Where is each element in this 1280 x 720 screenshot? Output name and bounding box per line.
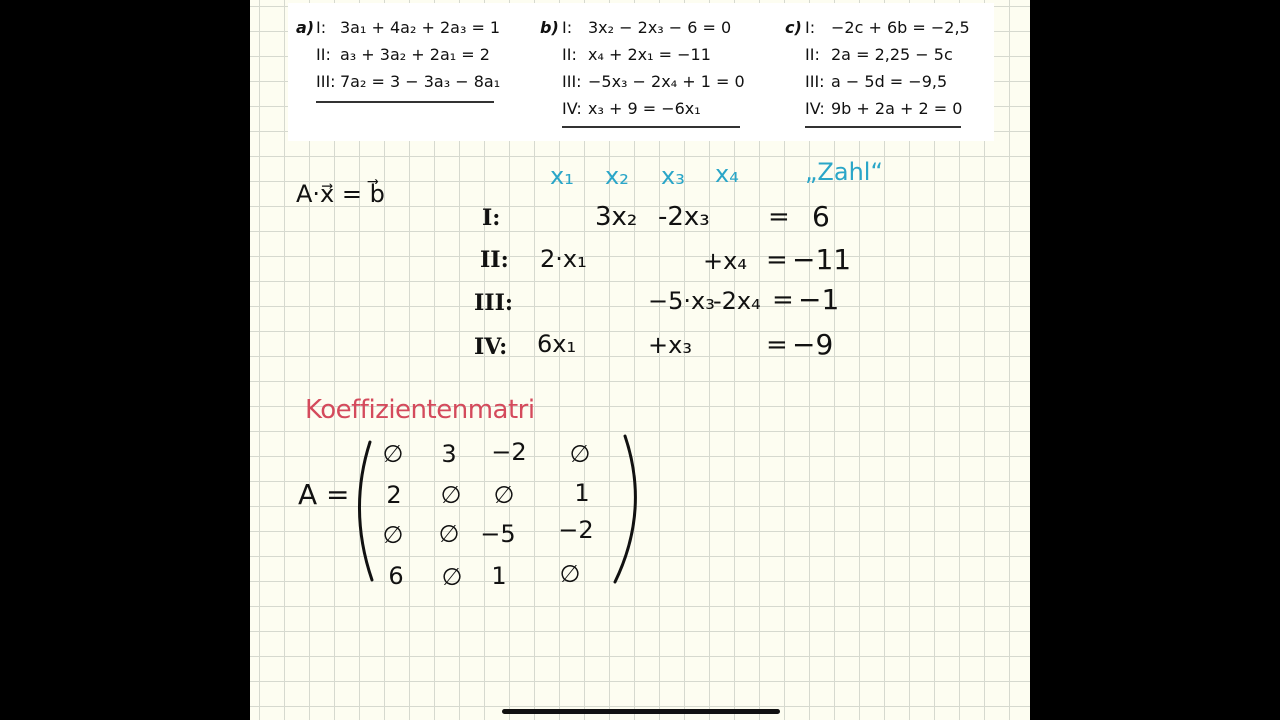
var-header-x1: x₁ bbox=[550, 162, 574, 190]
row-3-rhs: −1 bbox=[798, 283, 840, 316]
problem-b-eq-4-num: IV: bbox=[562, 99, 582, 118]
matrix-cell: 3 bbox=[441, 440, 457, 468]
row-2-roman: II: bbox=[480, 247, 509, 273]
matrix-label: A = bbox=[298, 478, 350, 511]
row-1-x3: -2x₃ bbox=[658, 202, 710, 232]
row-1-roman: I: bbox=[482, 205, 501, 231]
problem-a-label: a) bbox=[296, 18, 315, 37]
problem-a-eq-2-num: II: bbox=[316, 45, 331, 64]
matrix-cell: 6 bbox=[388, 562, 404, 590]
problem-c-eq-3: a − 5d = −9,5 bbox=[831, 72, 948, 91]
matrix-cell: ∅ bbox=[382, 440, 404, 468]
row-4-rhs: −9 bbox=[792, 328, 834, 361]
home-indicator[interactable] bbox=[502, 709, 780, 714]
problem-c-eq-4: 9b + 2a + 2 = 0 bbox=[831, 99, 963, 118]
row-4-roman: IV: bbox=[474, 334, 508, 360]
problem-b-eq-1: 3x₂ − 2x₃ − 6 = 0 bbox=[588, 18, 732, 37]
problem-b-eq-3-num: III: bbox=[562, 72, 582, 91]
problem-a-eq-1: 3a₁ + 4a₂ + 2a₃ = 1 bbox=[340, 18, 501, 37]
row-2-eq: = bbox=[766, 245, 788, 275]
row-3-x4: -2x₄ bbox=[713, 287, 761, 315]
problem-c-underline bbox=[805, 126, 961, 128]
problem-b-eq-2: x₄ + 2x₁ = −11 bbox=[588, 45, 711, 64]
problem-b bbox=[540, 18, 760, 138]
problem-b-label: b) bbox=[540, 18, 559, 37]
row-4-eq: = bbox=[766, 330, 788, 360]
var-header-x3: x₃ bbox=[661, 162, 685, 190]
row-1-eq: = bbox=[768, 202, 790, 232]
problem-a-eq-3: 7a₂ = 3 − 3a₃ − 8a₁ bbox=[340, 72, 501, 91]
problem-c-eq-3-num: III: bbox=[805, 72, 825, 91]
problem-b-underline bbox=[562, 126, 740, 128]
matrix-cell: 2 bbox=[386, 481, 402, 509]
problem-b-eq-4: x₃ + 9 = −6x₁ bbox=[588, 99, 701, 118]
row-1-rhs: 6 bbox=[812, 200, 830, 233]
problem-a-underline bbox=[316, 101, 494, 103]
problem-c-eq-2-num: II: bbox=[805, 45, 820, 64]
matrix-cell: 1 bbox=[574, 479, 590, 507]
row-3-x3: −5·x₃ bbox=[648, 287, 715, 315]
problem-b-eq-3: −5x₃ − 2x₄ + 1 = 0 bbox=[588, 72, 745, 91]
row-4-x1: 6x₁ bbox=[537, 330, 577, 358]
problem-c-eq-1-num: I: bbox=[805, 18, 816, 37]
problem-c-eq-4-num: IV: bbox=[805, 99, 825, 118]
matrix-equation: A·x⃗ = b⃗ bbox=[296, 180, 385, 208]
problem-c-eq-1: −2c + 6b = −2,5 bbox=[831, 18, 970, 37]
problem-c-label: c) bbox=[785, 18, 802, 37]
matrix-cell: −5 bbox=[480, 520, 516, 548]
row-3-roman: III: bbox=[474, 290, 513, 316]
problem-a bbox=[296, 18, 516, 138]
matrix-cell: −2 bbox=[491, 438, 527, 466]
matrix-cell: ∅ bbox=[441, 563, 463, 591]
problem-b-eq-1-num: I: bbox=[562, 18, 573, 37]
matrix-cell: ∅ bbox=[440, 481, 462, 509]
var-header-x2: x₂ bbox=[605, 162, 629, 190]
matrix-cell: ∅ bbox=[382, 521, 404, 549]
row-2-x1: 2·x₁ bbox=[540, 245, 587, 273]
problem-c bbox=[785, 18, 985, 138]
problem-a-eq-3-num: III: bbox=[316, 72, 336, 91]
row-4-x3: +x₃ bbox=[648, 331, 692, 359]
matrix-cell: 1 bbox=[491, 562, 507, 590]
matrix-cell: ∅ bbox=[438, 520, 460, 548]
zahl-header: „Zahl“ bbox=[805, 158, 883, 186]
matrix-title: Koeffizientenmatri bbox=[305, 395, 535, 425]
matrix-cell: ∅ bbox=[559, 560, 581, 588]
row-3-eq: = bbox=[772, 285, 794, 315]
row-1-x2: 3x₂ bbox=[595, 202, 638, 232]
problem-a-eq-1-num: I: bbox=[316, 18, 327, 37]
problem-c-eq-2: 2a = 2,25 − 5c bbox=[831, 45, 953, 64]
var-header-x4: x₄ bbox=[715, 160, 739, 188]
matrix-cell: ∅ bbox=[493, 481, 515, 509]
matrix-cell: ∅ bbox=[569, 440, 591, 468]
matrix-cell: −2 bbox=[558, 516, 594, 544]
problem-b-eq-2-num: II: bbox=[562, 45, 577, 64]
row-2-rhs: −11 bbox=[792, 243, 852, 276]
row-2-x4: +x₄ bbox=[703, 247, 747, 275]
problem-a-eq-2: a₃ + 3a₂ + 2a₁ = 2 bbox=[340, 45, 490, 64]
